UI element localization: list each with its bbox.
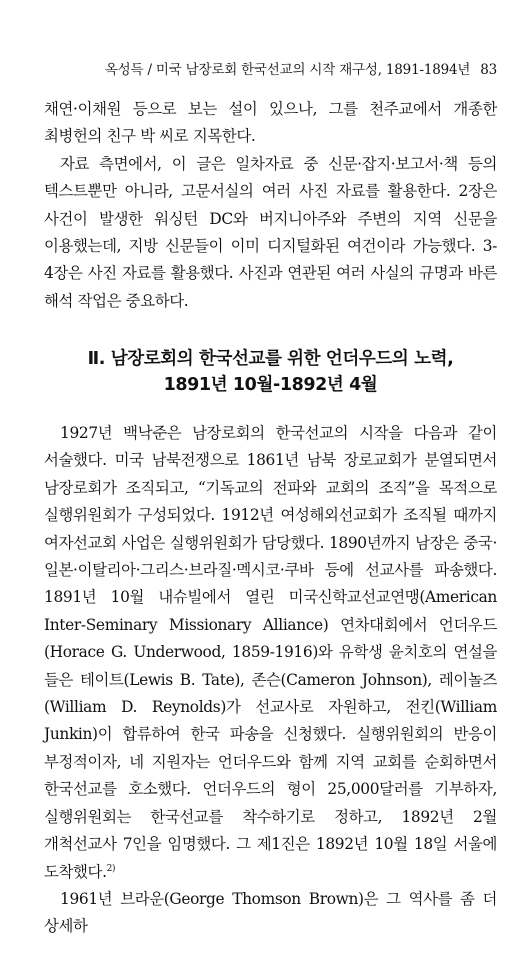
section-heading-line-1: Ⅱ. 남장로회의 한국선교를 위한 언더우드의 노력, [87, 349, 454, 369]
footnote-ref[interactable]: 2) [106, 863, 116, 874]
page-number: 83 [480, 62, 497, 78]
running-header [105, 58, 497, 78]
intro-text [44, 96, 497, 315]
paragraph: 1961년 브라운(George Thomson Brown)은 그 역사를 좀 더 상세하 [44, 889, 497, 936]
paragraph: 채연·이채원 등으로 보는 설이 있으나, 그를 천주교에서 개종한 최병헌의 친구 박 씨로 지목한다. [44, 100, 497, 146]
section-heading-line-2: 1891년 10월-1892년 4월 [163, 375, 378, 395]
paragraph-text: 1927년 백낙준은 남장로회의 한국선교의 시작을 다음과 같이 서술했다. 미국 남북전쟁으로 1861년 남북 장로교회가 분열되면서 남장로회가 조직되고, “기독교의 전파와 교회의 조직”을 목적으로 실행위원회가 구성되었다. 1912년 여성해외선교회가 조직될 때까지 여자선교회 사업은 실행위원회가 담당했다. 1890년까지 남장은 중국·일본·이탈리아·그리스·브라질·멕시코·쿠바 등에 선교사를 파송했다. 1891년 10월 내슈빌에서 열린 미국신학교선교연맹(American Inter-Seminary Missionary Alliance) 연차대회에서 언더우드(Horace G. Underwood, 1859-1916)와 유학생 윤치호의 연설을 들은 테이트(Lewis B. Tate), 존슨(Cameron Johnson), 레이놀즈(William D. Reynolds)가 선교사로 자원하고, 전킨(William Junkin)이 합류하여 한국 파송을 신청했다. 실행위원회의 반응이 부정적이자, 네 지원자는 언더우드와 함께 지역 교회를 순회하면서 한국선교를 호소했다. 언더우드의 형이 25,000달러를 기부하자, 실행위원회는 한국선교를 착수하기로 정하고, 1892년 2월 개척선교사 7인을 임명했다. 그 제1진은 1892년 10월 18일 서울에 도착했다. [44, 424, 497, 881]
running-title: 옥성득 / 미국 남장로회 한국선교의 시작 재구성, 1891-1894년 [104, 62, 471, 78]
paragraph: 자료 측면에서, 이 글은 일차자료 중 신문·잡지·보고서·책 등의 텍스트뿐만 아니라, 고문서실의 여러 사진 자료를 활용한다. 2장은 사건이 발생한 워싱턴 DC와 버지니아주와 주변의 지역 신문을 이용했는데, 지방 신문들이 이미 디지털화된 여건이라 가능했다. 3-4장은 사진 자료를 활용했다. 사진과 연관된 여러 사실의 규명과 바른 해석 작업은 중요하다. [44, 154, 497, 310]
section-heading [44, 346, 497, 398]
section-text [44, 420, 497, 941]
paragraph [44, 420, 497, 886]
